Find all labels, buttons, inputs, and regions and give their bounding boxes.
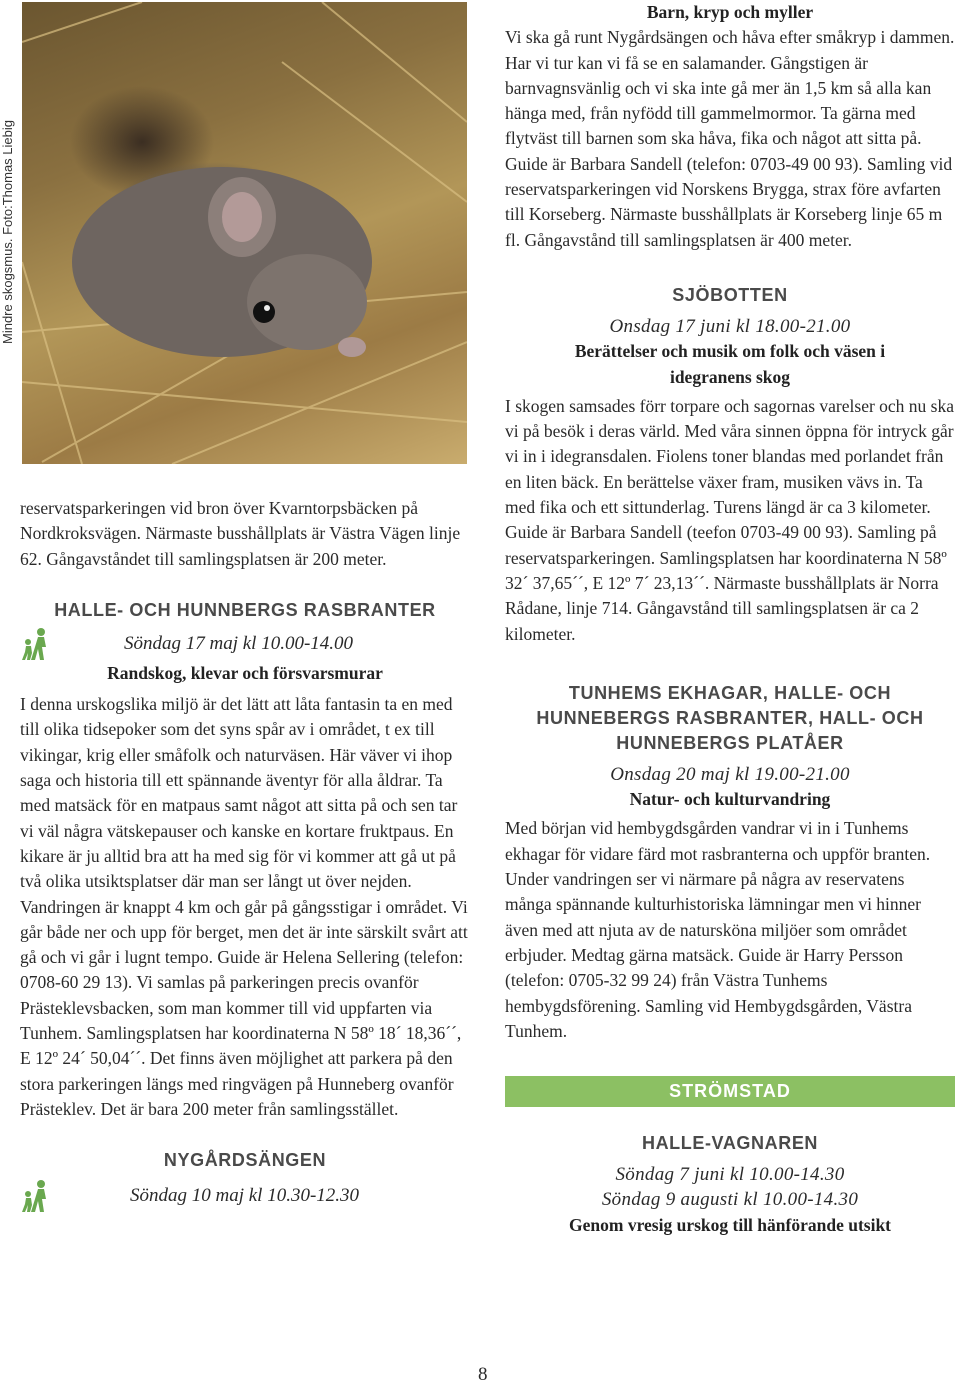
sjobotten-body: I skogen samsades förr torpare och sagornas varelser och nu ska vi på besök i deras värld. Med våra sinnen öppna för intryck går vi in i idegransdalen. Fiolens toner blandas med porlandet från en liten bäck. En berättelse växer fram, musiken vävs in. Ta med fika och ett sittunderlag. Turens längd är ca 3 kilometer. Guide är Barbara Sandell (teefon 0703-49 00 93). Samling på reservatsparkeringen. Samlingsplatsen har koordinaterna N 58º 32´ 37,65´´, E 12º 7´ 23,13´´. Närmaste busshållplats är Norra Rådane, linje 714. Gångavstånd till samlingsplatsen är ca 2 kilometer.: [505, 395, 955, 644]
halle-body: I denna urskogslika miljö är det lätt att låta fantasin ta en med till olika tidsepoker som det syns spår av i området, t ex till vikingar, krig eller småfolk och naturväsen. Här väver vi ihop saga och historia till ett spännande äventyr för alla åldrar. Ta med matsäck för en matpaus samt något att sitta på och sen tar vi väl några vätskepauser och kanske en kortare fruktpaus. En kikare är ju alltid bra att ha med sig för vi kommer att gå ut på två olika utsiktsplatser där man ser långt ut över nejden. Vandringen är knappt 4 km och går på gångsstigar i området. Vi går både ner och upp för berget, men det är inte särskilt svårt att gå och vi går i lugnt tempo. Guide är Helena Sellering (telefon: 0708-60 29 13). Vi samlas på parkeringen precis ovanför Prästeklevsbacken, som man kommer till vid uppfarten via Tunhem. Samlingsplatsen har koordinaterna N 58º 18´ 18,36´´, E 12º 24´ 50,04´´. Det finns även möjlighet att parkera på den stora parkeringen längs med ringvägen på Hunneberg ovanför Prästeklev. Det är bara 200 meter från samlingsstället.: [20, 694, 468, 1119]
tunhem-date: Onsdag 20 maj kl 19.00-21.00: [610, 763, 850, 785]
intro-paragraph: reservatsparkeringen vid bron över Kvarntorpsbäcken på Nordkroksvägen. Närmaste busshållplats är Västra Vägen linje 62. Gångavståndet till samlingsplatsen är 200 meter.: [20, 498, 461, 569]
region-band: STRÖMSTAD: [505, 1076, 955, 1107]
left-column: [20, 496, 470, 1213]
nygard-date: Söndag 10 maj kl 10.30-12.30: [130, 1185, 360, 1207]
photo-caption: Mindre skogsmus. Foto:Thomas Liebig: [0, 120, 15, 344]
tunhem-heading: TUNHEMS EKHAGAR, HALLE- OCH HUNNEBERGS RASBRANTER, HALL- OCH HUNNEBERGS PLATÅER: [536, 682, 924, 753]
barn-body: Vi ska gå runt Nygårdsängen och håva efter småkryp i dammen. Har vi tur kan vi få se en salamander. Gångstigen är barnvagnsvänlig och vi ska inte gå mer än 1,5 km så alla kan hänga med, från nyfödd till gammelmormor. Ta gärna med flytväst till barnen som ska håva, fika och något att sitta på. Guide är Barbara Sandell (telefon: 0703-49 00 93). Samling vid reservatsparkeringen vid Norskens Brygga, strax före avfarten till Korseberg. Närmaste busshållplats är Korseberg linje 65 m fl. Gångavstånd till samlingsplatsen är 400 meter.: [505, 27, 955, 250]
mouse-illustration: [22, 2, 467, 464]
halle-date: Söndag 17 maj kl 10.00-14.00: [124, 632, 354, 654]
vagnaren-date-2: Söndag 9 augusti kl 10.00-14.30: [601, 1189, 859, 1211]
sjobotten-date: Onsdag 17 juni kl 18.00-21.00: [609, 315, 851, 337]
nygard-date-row: [20, 1179, 470, 1213]
halle-heading: HALLE- OCH HUNNBERGS RASBRANTER: [54, 599, 436, 620]
vagnaren-heading: HALLE-VAGNAREN: [641, 1133, 819, 1154]
hiking-family-icon: [20, 627, 54, 661]
hiking-family-icon: [20, 1179, 54, 1213]
nygard-heading: NYGÅRDSÄNGEN: [163, 1150, 327, 1171]
halle-subtitle: Randskog, klevar och försvarsmurar: [107, 662, 383, 683]
right-column: [505, 0, 955, 1238]
sjobotten-heading: SJÖBOTTEN: [672, 284, 788, 305]
sjobotten-subtitle: Berättelser och musik om folk och väsen i idegranens skog: [574, 341, 886, 387]
barn-subtitle: Barn, kryp och myller: [646, 2, 814, 22]
vagnaren-date-1: Söndag 7 juni kl 10.00-14.30: [615, 1164, 845, 1186]
tunhem-subtitle: Natur- och kulturvandring: [629, 789, 831, 810]
vagnaren-subtitle: Genom vresig urskog till hänförande utsikt: [569, 1214, 891, 1235]
page-number: 8: [478, 1364, 488, 1385]
tunhem-body: Med början vid hembygdsgården vandrar vi in i Tunhems ekhagar för vidare färd mot rasbranterna och uppför branten. Under vandringen ser vi närmare på några av reservatens många spännande kulturhistoriska lämningar men vi hinner även med att njuta av de natursköna miljöer som området erbjuder. Medtag gärna matsäck. Guide är Harry Persson (telefon: 0705-32 99 24) från Västra Tunhems hembygdsförening. Samling vid Hembygdsgården, Västra Tunhem.: [505, 818, 931, 1041]
mouse-photo: [22, 2, 467, 464]
halle-date-row: [20, 627, 470, 661]
